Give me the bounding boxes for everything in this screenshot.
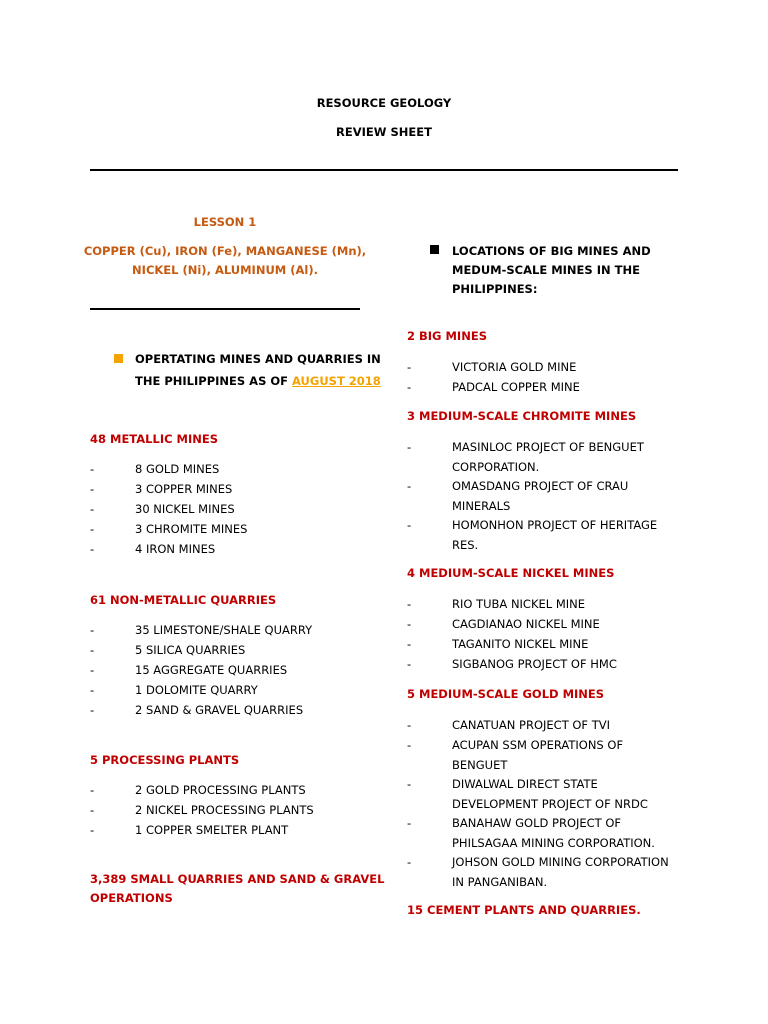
- list-item: - VICTORIA GOLD MINE: [407, 358, 580, 378]
- section-heading-nickel-mines: 4 MEDIUM-SCALE NICKEL MINES: [407, 566, 615, 580]
- lesson-topics-line1: COPPER (Cu), IRON (Fe), MANGANESE (Mn),: [83, 244, 367, 258]
- left-bullet-line2: [135, 374, 381, 388]
- right-bullet-line1: LOCATIONS OF BIG MINES AND: [452, 244, 651, 258]
- right-bullet-line2: MEDUM-SCALE MINES IN THE: [452, 263, 640, 277]
- list-item-line: MASINLOC PROJECT OF BENGUET: [452, 440, 644, 454]
- list-item: - PADCAL COPPER MINE: [407, 378, 580, 398]
- list-item-line: CANATUAN PROJECT OF TVI: [452, 718, 610, 732]
- list-item: - 1 DOLOMITE QUARRY: [90, 681, 312, 701]
- lesson-topics-line2: NICKEL (Ni), ALUMINUM (Al).: [132, 263, 318, 277]
- lesson-label: LESSON 1: [193, 215, 257, 229]
- list-nickel-mines: [407, 595, 617, 675]
- list-item-line: HOMONHON PROJECT OF HERITAGE: [452, 518, 658, 532]
- list-item: [407, 736, 669, 775]
- list-item: [407, 853, 669, 892]
- list-item-line: RES.: [452, 537, 479, 552]
- document-title: RESOURCE GEOLOGY: [316, 96, 452, 110]
- list-item: [407, 814, 669, 853]
- list-item: - SIGBANOG PROJECT OF HMC: [407, 655, 617, 675]
- list-item-line: MINERALS: [452, 498, 511, 513]
- list-item: - 2 GOLD PROCESSING PLANTS: [90, 781, 314, 801]
- list-big-mines: [407, 358, 580, 398]
- section-heading-metallic-mines: 48 METALLIC MINES: [90, 432, 219, 446]
- section-heading-small-quarries-line2: OPERATIONS: [90, 891, 173, 905]
- list-item: - 8 GOLD MINES: [90, 460, 247, 480]
- list-item-line: ACUPAN SSM OPERATIONS OF: [452, 738, 624, 752]
- list-chromite-mines: [407, 438, 657, 555]
- list-gold-mines: [407, 716, 669, 892]
- section-heading-small-quarries-line1: 3,389 SMALL QUARRIES AND SAND & GRAVEL: [90, 872, 385, 886]
- section-heading-cement-plants: 15 CEMENT PLANTS AND QUARRIES.: [407, 903, 641, 917]
- list-processing-plants: [90, 781, 314, 841]
- list-item: - 15 AGGREGATE QUARRIES: [90, 661, 312, 681]
- section-heading-big-mines: 2 BIG MINES: [407, 329, 487, 343]
- list-item-line: DEVELOPMENT PROJECT OF NRDC: [452, 796, 648, 811]
- list-item: - CAGDIANAO NICKEL MINE: [407, 615, 617, 635]
- list-item: [407, 477, 657, 516]
- list-item: - 30 NICKEL MINES: [90, 500, 247, 520]
- lesson-divider: [90, 308, 360, 310]
- list-item: - 1 COPPER SMELTER PLANT: [90, 821, 314, 841]
- list-item-line: OMASDANG PROJECT OF CRAU: [452, 479, 629, 493]
- left-bullet-line1: OPERTATING MINES AND QUARRIES IN: [135, 352, 381, 366]
- orange-square-bullet-icon: [114, 354, 123, 363]
- list-item: - 35 LIMESTONE/SHALE QUARRY: [90, 621, 312, 641]
- list-item-line: BANAHAW GOLD PROJECT OF: [452, 816, 622, 830]
- section-heading-non-metallic-quarries: 61 NON-METALLIC QUARRIES: [90, 593, 277, 607]
- list-item: [407, 516, 657, 555]
- list-item: - 5 SILICA QUARRIES: [90, 641, 312, 661]
- list-item: [407, 775, 669, 814]
- left-bullet-line2-text: THE PHILIPPINES AS OF: [135, 374, 292, 388]
- date-link[interactable]: AUGUST 2018: [292, 374, 381, 388]
- section-heading-gold-mines: 5 MEDIUM-SCALE GOLD MINES: [407, 687, 605, 701]
- list-item: [407, 438, 657, 477]
- list-item: - 3 CHROMITE MINES: [90, 520, 247, 540]
- list-item-line: CORPORATION.: [452, 459, 540, 474]
- document-subtitle: REVIEW SHEET: [336, 125, 432, 139]
- list-item-line: JOHSON GOLD MINING CORPORATION: [452, 855, 669, 869]
- section-heading-chromite-mines: 3 MEDIUM-SCALE CHROMITE MINES: [407, 409, 637, 423]
- right-bullet-line3: PHILIPPINES:: [452, 282, 538, 296]
- list-non-metallic-quarries: [90, 621, 312, 721]
- list-item: [407, 716, 669, 736]
- black-square-bullet-icon: [430, 245, 439, 254]
- header-divider: [90, 169, 678, 171]
- list-item: - TAGANITO NICKEL MINE: [407, 635, 617, 655]
- list-metallic-mines: [90, 460, 247, 560]
- list-item: - RIO TUBA NICKEL MINE: [407, 595, 617, 615]
- list-item: - 4 IRON MINES: [90, 540, 247, 560]
- list-item-line: PHILSAGAA MINING CORPORATION.: [452, 835, 655, 850]
- list-item: - 3 COPPER MINES: [90, 480, 247, 500]
- list-item-line: BENGUET: [452, 757, 508, 772]
- list-item: - 2 SAND & GRAVEL QUARRIES: [90, 701, 312, 721]
- list-item-line: IN PANGANIBAN.: [452, 874, 548, 889]
- list-item: - 2 NICKEL PROCESSING PLANTS: [90, 801, 314, 821]
- list-item-line: DIWALWAL DIRECT STATE: [452, 777, 598, 791]
- section-heading-processing-plants: 5 PROCESSING PLANTS: [90, 753, 240, 767]
